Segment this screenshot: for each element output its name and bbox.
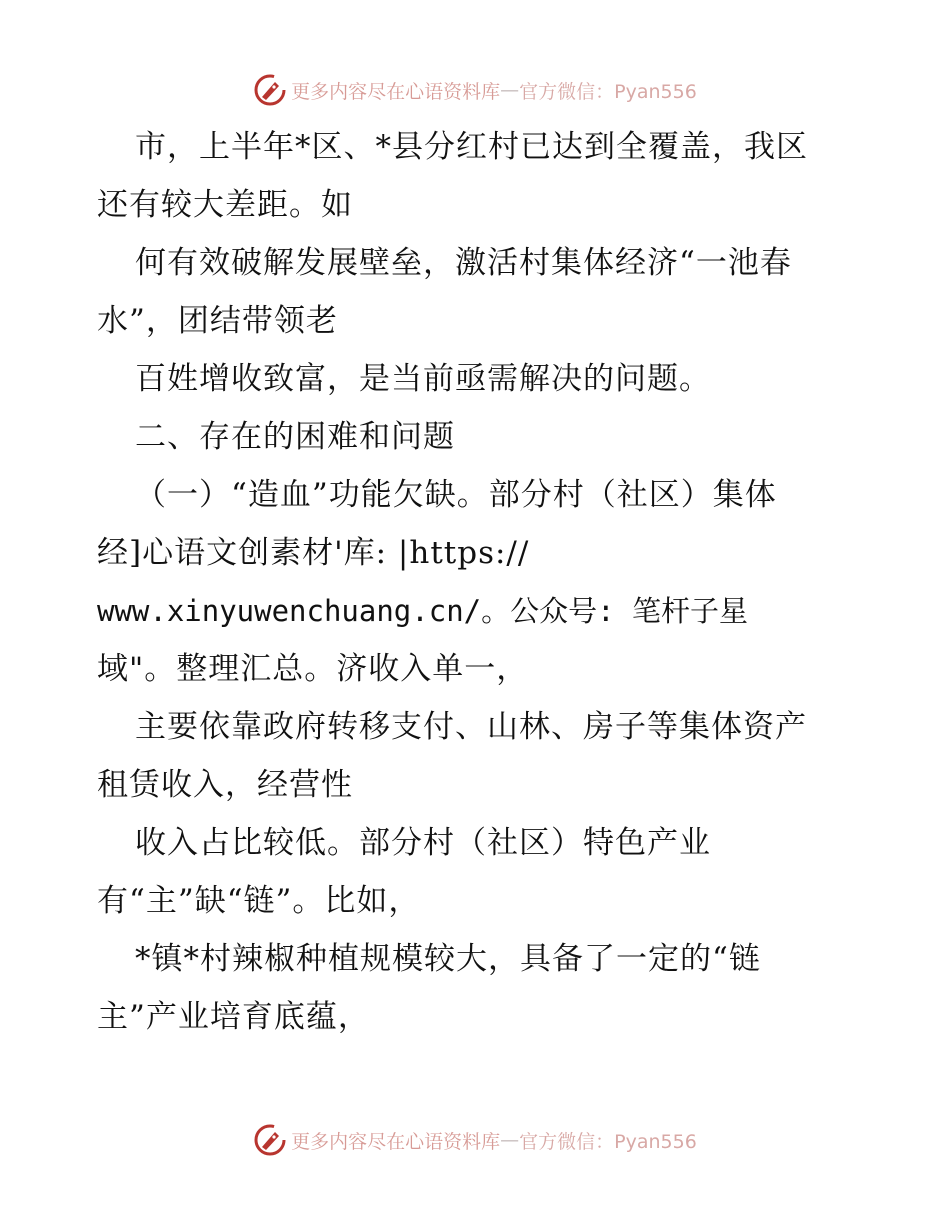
text-line: 经]心语文创素材'库: |https:// [97, 535, 530, 571]
watermark-wechat-text: 官方微信：Pyan556 [519, 1130, 697, 1153]
text-line: 租赁收入，经营性 [97, 767, 353, 803]
pen-nib-logo-icon [253, 1123, 287, 1157]
document-body [97, 118, 867, 1046]
pen-nib-logo-icon [253, 73, 287, 107]
watermark-main-text: 更多内容尽在心语资料库 [291, 80, 501, 103]
text-line: 水”，团结带领老 [97, 303, 338, 339]
header-watermark [0, 70, 950, 110]
footer-watermark [0, 1120, 950, 1160]
text-line: 域"。整理汇总。济收入单一， [97, 651, 529, 687]
text-line: 百姓增收致富，是当前亟需解决的问题。 [135, 361, 711, 397]
text-line: 有“主”缺“链”。比如， [97, 883, 421, 919]
text-line: 主要依靠政府转移支付、山林、房子等集体资产 [135, 709, 807, 745]
watermark-main-text: 更多内容尽在心语资料库 [291, 1130, 501, 1153]
text-line: 收入占比较低。部分村（社区）特色产业 [135, 825, 711, 861]
text-line: （一）“造血”功能欠缺。部分村（社区）集体 [135, 477, 777, 513]
watermark-separator: — [500, 79, 520, 101]
text-line: 市，上半年*区、*县分红村已达到全覆盖，我区 [135, 129, 808, 165]
text-line: 何有效破解发展壁垒，激活村集体经济“一池春 [135, 245, 792, 281]
watermark-separator: — [500, 1129, 520, 1151]
text-line: *镇*村辣椒种植规模较大，具备了一定的“链 [135, 941, 761, 977]
watermark-wechat-text: 官方微信：Pyan556 [519, 80, 697, 103]
text-line: 还有较大差距。如 [97, 187, 353, 223]
text-line: 主”产业培育底蕴， [97, 999, 370, 1035]
text-line: 二、存在的困难和问题 [135, 419, 455, 455]
text-line: www.xinyuwenchuang.cn/。公众号: 笔杆子星 [97, 594, 749, 628]
